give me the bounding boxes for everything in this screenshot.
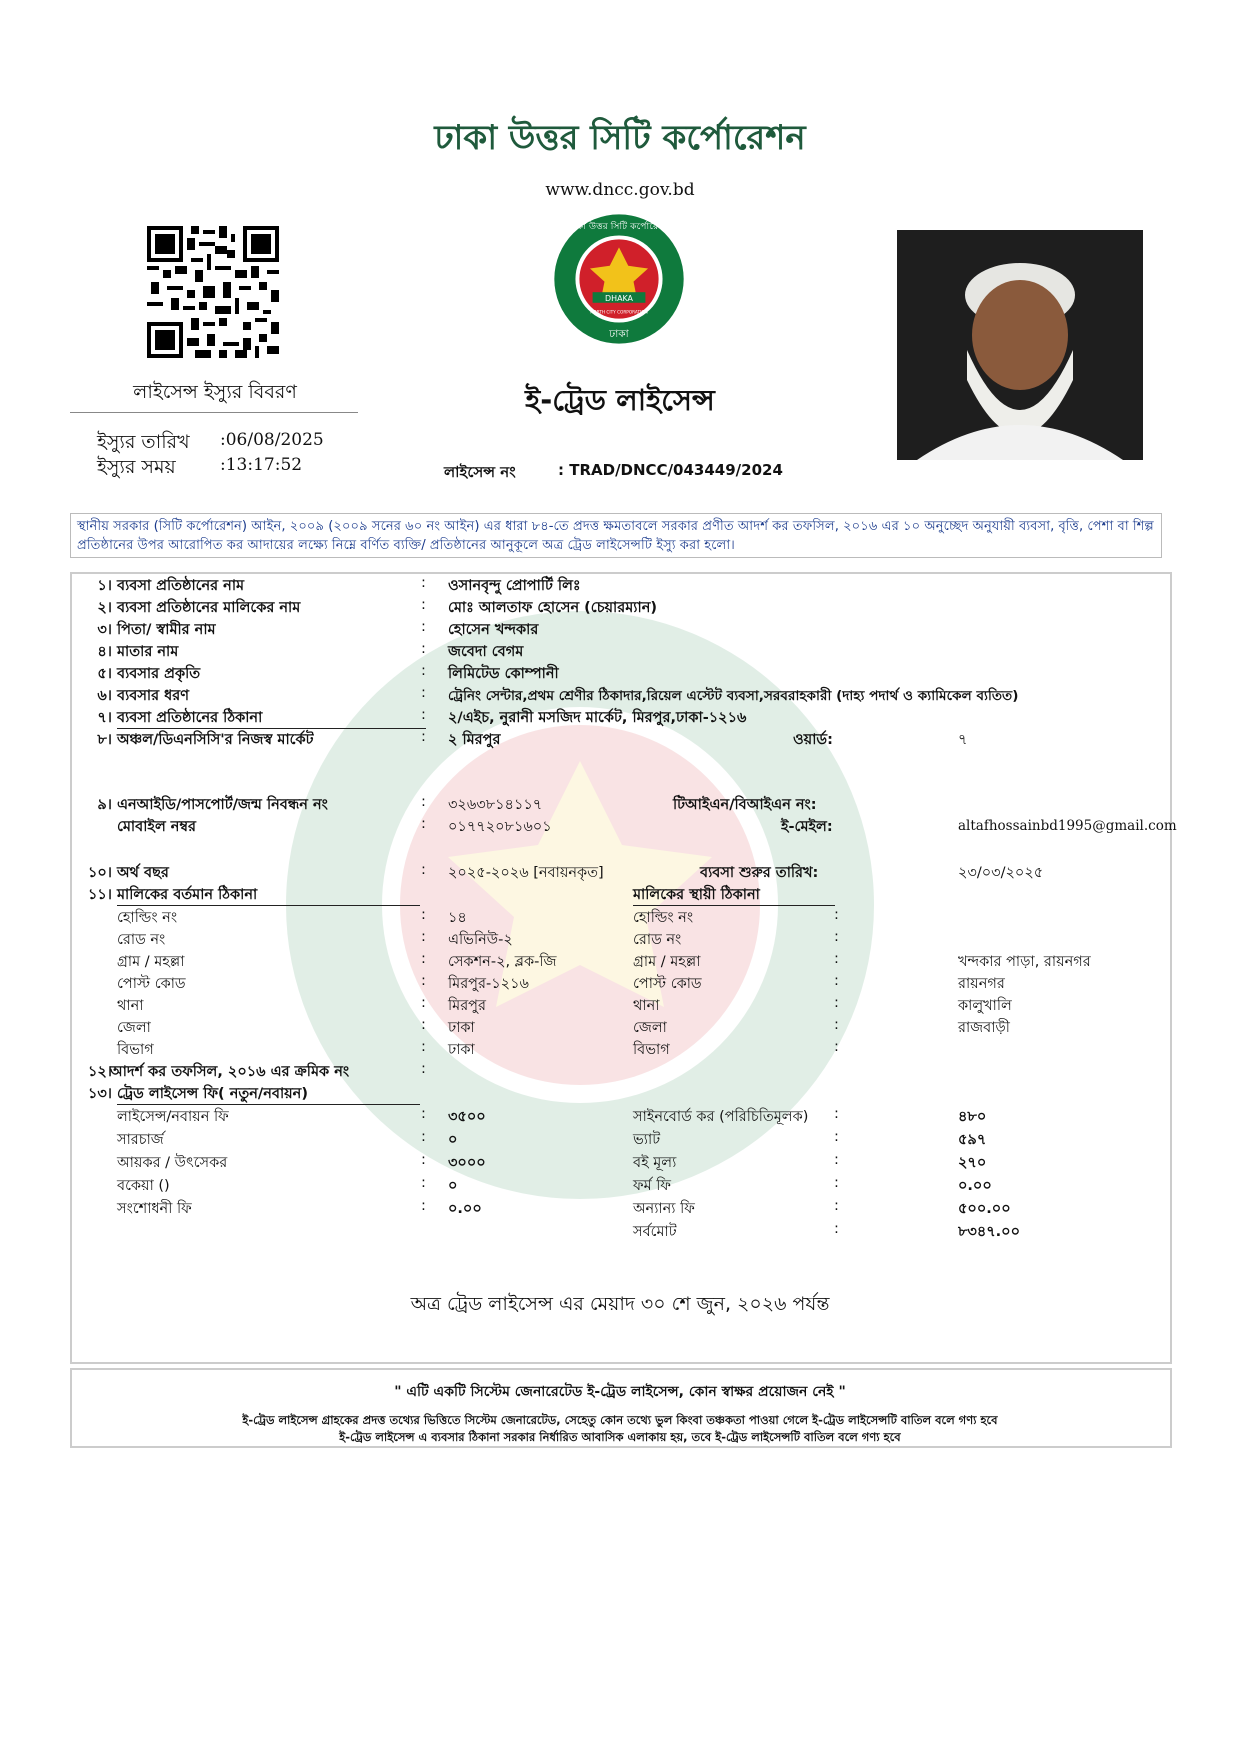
row-number: ৫। [97, 666, 112, 682]
permanent-address-underline [633, 905, 835, 906]
total-fee-value: ৮৩৪৭.০০ [958, 1224, 1021, 1240]
current-thana-value: মিরপুর [448, 998, 486, 1014]
current-postcode-value: মিরপুর-১২১৬ [448, 976, 529, 992]
fee-colon: : [834, 1129, 839, 1145]
schedule-colon: : [421, 1061, 426, 1077]
row-colon: : [421, 597, 426, 613]
current-address-label: মালিকের বর্তমান ঠিকানা [117, 887, 258, 903]
fee-value: ৩৫০০ [448, 1109, 486, 1125]
address-colon: : [421, 973, 426, 989]
intro-text: স্থানীয় সরকার (সিটি কর্পোরেশন) আইন, ২০০৯ (২০০৯ সনের ৬০ নং আইন) এর ধারা ৮৪-তে প্রদত্ত ক্ষমতাবলে সরকার প্রণীত আদর্শ কর তফসিল, ২০১৬ এর ১০ অনুচ্ছেদ অনুযায়ী ব্যবসা, বৃত্তি, পেশা বা শিল্প প্রতিষ্ঠানের উপর আরোপিত কর আদায়ের লক্ষ্যে নিম্নে বর্ণিত ব্যক্তি/ প্রতিষ্ঠানের আনুকূলে অত্র ট্রেড লাইসেন্সটি ইস্যু করা হলো। [70, 513, 1162, 558]
nid-value: ৩২৬৩৮১৪১১৭ [448, 797, 543, 813]
permanent-thana-value: কালুখালি [958, 998, 1012, 1014]
schedule-label: আদর্শ কর তফসিল, ২০১৬ এর ক্রমিক নং [110, 1064, 350, 1080]
svg-text:DHAKA: DHAKA [605, 293, 633, 303]
svg-text:NORTH CITY CORPORATION: NORTH CITY CORPORATION [590, 309, 648, 315]
permanent-thana-label: থানা [633, 998, 660, 1014]
fiscal-colon: : [421, 862, 426, 878]
license-number-value: : TRAD/DNCC/043449/2024 [558, 461, 783, 479]
current-address-underline [117, 905, 420, 906]
row-label: ব্যবসা প্রতিষ্ঠানের মালিকের নাম [117, 600, 301, 616]
row-colon: : [421, 663, 426, 679]
fee-colon: : [421, 1198, 426, 1214]
validity-statement: অত্র ট্রেড লাইসেন্স এর মেয়াদ ৩০ শে জুন, ২০২৬ পর্যন্ত [410, 1293, 830, 1315]
row-number: ৬। [97, 688, 112, 704]
fee-label: বকেয়া () [117, 1178, 170, 1194]
row-label: মাতার নাম [117, 644, 179, 660]
ward-label: ওয়ার্ড: [793, 732, 833, 748]
fee-value: ০.০০ [448, 1201, 482, 1217]
svg-text:ঢাকা: ঢাকা [609, 328, 629, 341]
issue-date-label: ইস্যুর তারিখ [97, 431, 190, 453]
fee-value: ৩০০০ [448, 1155, 486, 1171]
fee-value: ৪৮০ [958, 1109, 987, 1125]
fiscal-label: অর্থ বছর [117, 865, 169, 881]
permanent-district-value: রাজবাড়ী [958, 1020, 1010, 1036]
fee-colon: : [421, 1129, 426, 1145]
fee-label: ভ্যাট [633, 1132, 661, 1148]
row-label: পিতা/ স্বামীর নাম [117, 622, 216, 638]
license-number-label: লাইসেন্স নং [444, 463, 516, 481]
total-fee-label: সর্বমোট [633, 1224, 677, 1240]
row-number: ৭। [97, 710, 112, 726]
permanent-division-label: বিভাগ [633, 1042, 670, 1058]
fee-label: সারচার্জ [117, 1132, 164, 1148]
fees-number: ১৩। [87, 1086, 112, 1102]
row-number: ৩। [97, 622, 112, 638]
issue-date-value: :06/08/2025 [220, 430, 324, 450]
fee-colon: : [834, 1106, 839, 1122]
fee-colon: : [421, 1152, 426, 1168]
fiscal-number: ১০। [87, 865, 112, 881]
fiscal-value: ২০২৫-২০২৬ [নবায়নকৃত] [448, 865, 604, 881]
permanent-village-value: খন্দকার পাড়া, রায়নগর [958, 954, 1091, 970]
corporation-title: ঢাকা উত্তর সিটি কর্পোরেশন [434, 118, 806, 158]
ward-value: ৭ [958, 732, 968, 748]
fee-value: ৫৯৭ [958, 1132, 987, 1148]
business-start-label: ব্যবসা শুরুর তারিখ: [700, 865, 819, 881]
svg-text:ঢাকা উত্তর সিটি কর্পোরেশন: ঢাকা উত্তর সিটি কর্পোরেশন [568, 220, 670, 232]
address-colon: : [421, 951, 426, 967]
fee-colon: : [421, 1106, 426, 1122]
email-value: altafhossainbd1995@gmail.com [958, 818, 1177, 834]
current-division-label: বিভাগ [117, 1042, 154, 1058]
website-url[interactable]: www.dncc.gov.bd [545, 180, 695, 200]
issue-time-label: ইস্যুর সময় [97, 456, 176, 478]
fee-label: ফর্ম ফি [633, 1178, 672, 1194]
fee-label: বই মূল্য [633, 1155, 677, 1171]
row-number: ৪। [97, 644, 112, 660]
current-postcode-label: পোস্ট কোড [117, 976, 186, 992]
mobile-value: ০১৭৭২০৮১৬০১ [448, 819, 552, 835]
fee-value: ০.০০ [958, 1178, 992, 1194]
row-label: ব্যবসা প্রতিষ্ঠানের ঠিকানা [117, 710, 263, 726]
nid-number: ৯। [97, 797, 112, 813]
footer-note-1: ই-ট্রেড লাইসেন্স গ্রাহকের প্রদত্ত তথ্যের ভিত্তিতে সিস্টেম জেনারেটেড, সেহেতু কোন তথ্যে ভুল কিংবা তঞ্চকতা পাওয়া গেলে ই-ট্রেড লাইসেন্সটি বাতিল বলে গণ্য হবে [242, 1413, 998, 1427]
address-colon: : [421, 1039, 426, 1055]
address-colon: : [834, 907, 839, 923]
fee-value: ৫০০.০০ [958, 1201, 1011, 1217]
qr-code [147, 226, 279, 358]
mobile-colon: : [421, 816, 426, 832]
zone-number: ৮। [97, 732, 112, 748]
tin-label: টিআইএন/বিআইএন নং: [673, 797, 817, 813]
row-value: ২/এইচ, নুরানী মসজিদ মার্কেট, মিরপুর,ঢাকা-১২১৬ [448, 710, 747, 726]
row-value: মোঃ আলতাফ হোসেন (চেয়ারম্যান) [448, 600, 657, 616]
email-label: ই-মেইল: [781, 819, 833, 835]
permanent-postcode-label: পোস্ট কোড [633, 976, 702, 992]
business-start-value: ২৩/০৩/২০২৫ [958, 865, 1044, 881]
address-colon: : [834, 1017, 839, 1033]
address-colon: : [421, 1017, 426, 1033]
fee-label: লাইসেন্স/নবায়ন ফি [117, 1109, 229, 1125]
current-thana-label: থানা [117, 998, 144, 1014]
mobile-label: মোবাইল নম্বর [117, 819, 196, 835]
address-colon: : [834, 1039, 839, 1055]
row-colon: : [421, 685, 426, 701]
permanent-village-label: গ্রাম / মহল্লা [633, 954, 701, 970]
nid-colon: : [421, 794, 426, 810]
fee-colon: : [834, 1152, 839, 1168]
address-colon: : [421, 995, 426, 1011]
row-value: ওসানবৃন্দু প্রোপার্টি লিঃ [448, 578, 581, 594]
permanent-address-label: মালিকের স্থায়ী ঠিকানা [633, 887, 760, 903]
issue-details-heading: লাইসেন্স ইস্যুর বিবরণ [133, 381, 297, 403]
permanent-road-label: রোড নং [633, 932, 682, 948]
fee-value: ০ [448, 1132, 458, 1148]
address-number: ১১। [87, 887, 112, 903]
permanent-postcode-value: রায়নগর [958, 976, 1005, 992]
fee-label: সংশোধনী ফি [117, 1201, 192, 1217]
zone-label: অঞ্চল/ডিএনসিসি'র নিজস্ব মার্কেট [117, 732, 314, 748]
address-colon: : [834, 951, 839, 967]
row-number: ১। [97, 578, 112, 594]
current-village-label: গ্রাম / মহল্লা [117, 954, 185, 970]
license-title: ই-ট্রেড লাইসেন্স [525, 383, 715, 417]
fee-value: ০ [448, 1178, 458, 1194]
row-colon: : [421, 707, 426, 723]
row-label: ব্যবসা প্রতিষ্ঠানের নাম [117, 578, 245, 594]
zone-value: ২ মিরপুর [448, 732, 501, 748]
current-division-value: ঢাকা [448, 1042, 475, 1058]
schedule-number: ১২। [87, 1064, 112, 1080]
row-value: লিমিটেড কোম্পানী [448, 666, 559, 682]
footer-note-2: ই-ট্রেড লাইসেন্স এ ব্যবসার ঠিকানা সরকার নির্ধারিত আবাসিক এলাকায় হয়, তবে ই-ট্রেড লাইসেন্সটি বাতিল বলে গণ্য হবে [339, 1430, 901, 1444]
fees-underline [117, 1104, 420, 1105]
current-holding-value: ১৪ [448, 910, 467, 926]
zone-colon: : [421, 729, 426, 745]
row-number: ২। [97, 600, 112, 616]
row-label: ব্যবসার ধরণ [117, 688, 190, 704]
current-road-value: এভিনিউ-২ [448, 932, 513, 948]
current-road-label: রোড নং [117, 932, 166, 948]
fee-colon: : [834, 1198, 839, 1214]
row-colon: : [421, 641, 426, 657]
row-colon: : [421, 575, 426, 591]
current-district-value: ঢাকা [448, 1020, 475, 1036]
system-generated-note: " এটি একটি সিস্টেম জেনারেটেড ই-ট্রেড লাইসেন্স, কোন স্বাক্ষর প্রয়োজন নেই " [394, 1384, 846, 1400]
nid-label: এনআইডি/পাসপোর্ট/জন্ম নিবন্ধন নং [117, 797, 328, 813]
fees-label: ট্রেড লাইসেন্স ফি( নতুন/নবায়ন) [117, 1086, 308, 1102]
row-value: হোসেন খন্দকার [448, 622, 539, 638]
current-holding-label: হোল্ডিং নং [117, 910, 178, 926]
current-village-value: সেকশন-২, ব্লক-জি [448, 954, 557, 970]
owner-photo [897, 230, 1143, 460]
address-colon: : [834, 929, 839, 945]
address-colon: : [834, 973, 839, 989]
fee-label: অন্যান্য ফি [633, 1201, 695, 1217]
row-value: জবেদা বেগম [448, 644, 524, 660]
row-colon: : [421, 619, 426, 635]
fee-label: আয়কর / উৎসেকর [117, 1155, 228, 1171]
fee-colon: : [834, 1221, 839, 1237]
address-colon: : [421, 907, 426, 923]
dncc-emblem [553, 213, 685, 345]
permanent-district-label: জেলা [633, 1020, 667, 1036]
fee-value: ২৭০ [958, 1155, 987, 1171]
address-colon: : [834, 995, 839, 1011]
permanent-holding-label: হোল্ডিং নং [633, 910, 694, 926]
address-colon: : [421, 929, 426, 945]
issue-time-value: :13:17:52 [220, 455, 303, 475]
current-district-label: জেলা [117, 1020, 151, 1036]
fee-colon: : [834, 1175, 839, 1191]
fee-label: সাইনবোর্ড কর (পরিচিতিমূলক) [633, 1109, 809, 1125]
row-value: ট্রেনিং সেন্টার,প্রথম শ্রেণীর ঠিকাদার,রিয়েল এস্টেট ব্যবসা,সরবরাহকারী (দাহ্য পদার্থ ও ক্যামিকেল ব্যতিত) [448, 688, 1019, 704]
row-label: ব্যবসার প্রকৃতি [117, 666, 201, 682]
fee-colon: : [421, 1175, 426, 1191]
